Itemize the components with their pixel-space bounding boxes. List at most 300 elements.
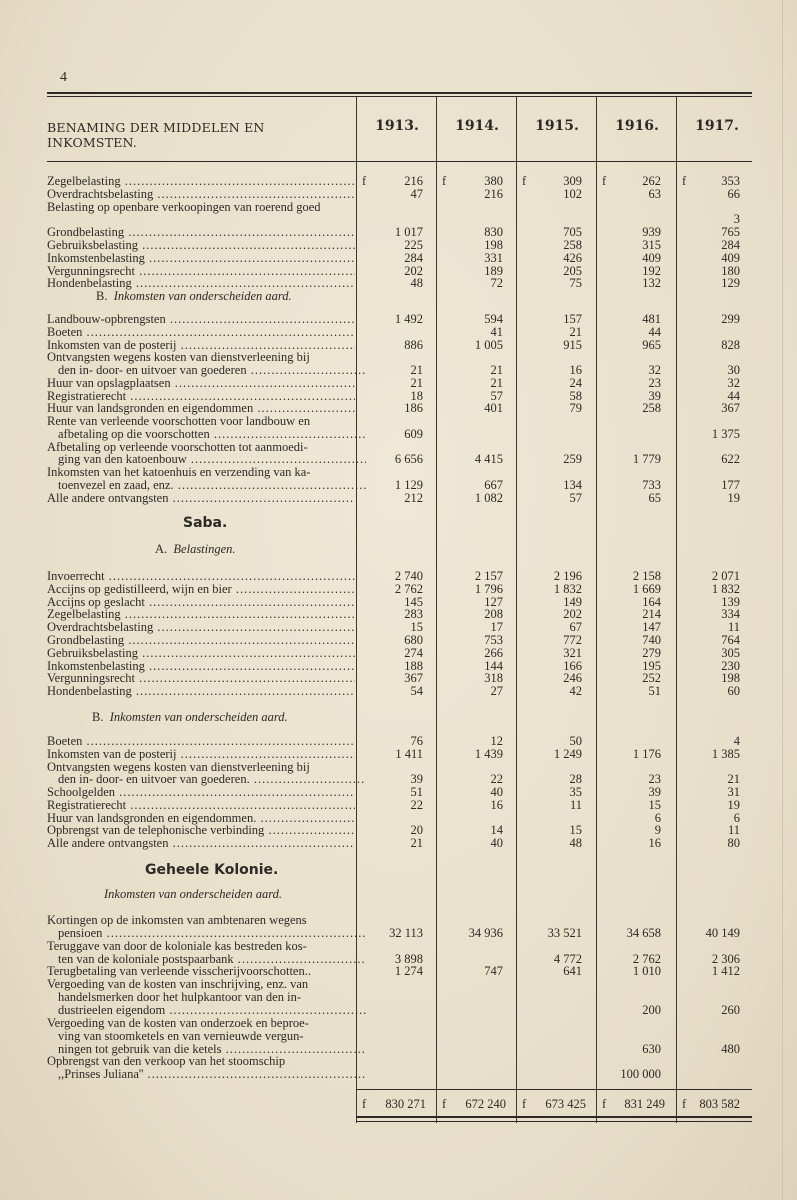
row-value: 230 (721, 658, 740, 673)
row-value: 828 (721, 337, 740, 352)
row-value: 35 (569, 785, 582, 799)
row-value: 266 (484, 645, 503, 660)
table-row (0, 252, 797, 265)
year-header: 1913. (375, 118, 419, 134)
row-label: ten van de koloniale postspaarbank ..... (58, 953, 366, 966)
row-label: Gebruiksbelasting ..... (47, 239, 355, 252)
row-value: 19 (727, 797, 740, 812)
row-value: 66 (727, 186, 740, 201)
row-value: 334 (721, 607, 740, 622)
row-value: 147 (642, 620, 661, 635)
row-label: ,,Prinses Juliana'' ..... (58, 1068, 366, 1081)
row-value: 76 (410, 734, 423, 748)
row-value: 1 669 (632, 581, 661, 596)
row-value: 2 157 (474, 569, 503, 583)
row-label: ging van den katoenbouw ..... (58, 453, 366, 466)
row-label: Kortingen op de inkomsten van ambtenaren wegens (47, 914, 307, 927)
row-label: Inkomstenbelasting ..... (47, 660, 355, 673)
row-value: 15 (648, 797, 661, 812)
table-row (0, 1068, 797, 1081)
row-label: Opbrengst van den verkoop van het stoomschip (47, 1055, 286, 1069)
row-value: 426 (563, 250, 582, 265)
row-value: 32 113 (389, 925, 423, 940)
total-rule-bottom-thick (356, 1116, 752, 1118)
row-value: 939 (642, 225, 661, 240)
table-row (0, 339, 797, 352)
table-row (0, 479, 797, 492)
row-value: 34 936 (468, 925, 503, 940)
table-row (0, 492, 797, 505)
row-value: 622 (721, 452, 740, 467)
table-row (0, 377, 797, 390)
row-label: Accijns op geslacht ..... (47, 596, 355, 609)
table-row (0, 226, 797, 239)
row-label: Opbrengst van de telephonische verbinding ..... (47, 824, 355, 837)
row-value: 41 (490, 324, 503, 339)
row-value: 214 (642, 607, 661, 622)
row-value: 149 (563, 594, 582, 609)
row-value: 102 (563, 186, 582, 201)
row-value: 202 (563, 607, 582, 622)
section-title: Inkomsten van onderscheiden aard. (113, 289, 292, 303)
row-label: Grondbelasting ..... (47, 226, 355, 239)
total-florin-sign: f (682, 1097, 687, 1111)
table-row (0, 1055, 797, 1068)
row-value: 21 (410, 836, 423, 850)
table-row (0, 428, 797, 441)
table-row (0, 364, 797, 377)
row-value: 1 375 (711, 426, 740, 441)
row-value: 80 (727, 836, 740, 850)
row-label: den in- door- en uitvoer van goederen. ..... (58, 773, 366, 786)
row-value: 16 (569, 363, 582, 377)
row-value: 315 (642, 238, 661, 252)
row-value: 1 832 (553, 581, 582, 596)
row-value: 28 (569, 772, 582, 787)
row-value: 2 740 (394, 569, 423, 583)
table-row (0, 596, 797, 609)
row-value: 40 (490, 836, 503, 850)
table-row (0, 326, 797, 339)
total-1916: 831 249 (624, 1097, 665, 1111)
row-label: ving van stoomketels en van vernieuwde vergun- (58, 1029, 304, 1043)
row-label: Huur van opslagplaatsen ..... (47, 377, 355, 390)
row-value: 164 (642, 594, 661, 609)
section-title: Inkomsten van onderscheiden aard. (104, 887, 282, 901)
row-value: 409 (721, 250, 740, 265)
row-value: 3 898 (394, 951, 423, 966)
row-value: 246 (563, 671, 582, 686)
row-value: 189 (484, 263, 503, 278)
table-row (0, 313, 797, 326)
row-value: 180 (721, 263, 740, 278)
total-1915: 673 425 (545, 1097, 586, 1111)
row-value: 22 (410, 797, 423, 812)
row-value: 6 656 (394, 452, 423, 467)
row-value: 641 (563, 964, 582, 979)
row-value: 9 (654, 823, 661, 838)
row-value: 1 411 (395, 746, 423, 761)
row-value: 72 (490, 276, 503, 291)
row-value: 733 (642, 477, 661, 492)
row-value: 48 (569, 836, 582, 850)
row-value: 2 762 (394, 581, 423, 596)
table-row (0, 773, 797, 786)
table-row (0, 799, 797, 812)
row-value: 1 129 (394, 477, 423, 492)
row-value: 1 779 (632, 452, 661, 467)
row-label: Terugbetaling van verleende visscherijvoorschotten.. (47, 965, 311, 979)
florin-sign: f (442, 174, 447, 188)
row-value: 21 (410, 363, 423, 377)
row-label: Overdrachtsbelasting ..... (47, 621, 355, 634)
row-value: 21 (490, 375, 503, 390)
row-value: 60 (727, 684, 740, 699)
row-value: 11 (727, 823, 740, 838)
saba-b-heading (92, 710, 288, 725)
row-label: Hondenbelasting ..... (47, 685, 355, 698)
row-value: 260 (721, 1002, 740, 1017)
row-value: 353 (721, 174, 740, 188)
row-label: Boeten ..... (47, 735, 355, 748)
row-value: 1 274 (394, 964, 423, 979)
year-header: 1916. (615, 118, 659, 134)
row-label: Inkomstenbelasting ..... (47, 252, 355, 265)
row-value: 367 (404, 671, 423, 686)
table-row (0, 453, 797, 466)
row-value: 145 (404, 594, 423, 609)
row-label: Inkomsten van het katoenhuis en verzending van ka- (47, 466, 311, 479)
row-value: 129 (721, 276, 740, 291)
row-value: 200 (642, 1002, 661, 1017)
row-value: 34 658 (626, 925, 661, 940)
total-florin-sign: f (362, 1097, 367, 1111)
row-value: 21 (410, 375, 423, 390)
row-label: den in- door- en uitvoer van goederen ..... (58, 364, 366, 377)
row-value: 284 (721, 238, 740, 252)
top-rule-thin (47, 96, 752, 97)
row-value: 16 (490, 797, 503, 812)
row-value: 480 (721, 1041, 740, 1056)
table-row (0, 1004, 797, 1017)
row-value: 2 158 (632, 569, 661, 583)
row-value: 39 (648, 785, 661, 799)
row-value: 23 (648, 772, 661, 787)
row-value: 58 (569, 388, 582, 403)
row-value: 39 (648, 388, 661, 403)
table-row (0, 634, 797, 647)
table-row (0, 1030, 797, 1043)
section-letter: B. (96, 289, 108, 303)
row-value: 747 (484, 964, 503, 979)
row-value: 192 (642, 263, 661, 278)
row-value: 1 439 (474, 746, 503, 761)
row-label: Inkomsten van de posterij ..... (47, 339, 355, 352)
row-value: 20 (410, 823, 423, 838)
row-value: 380 (484, 174, 503, 188)
row-value: 48 (410, 276, 423, 291)
row-value: 12 (490, 734, 503, 748)
row-value: 2 306 (711, 951, 740, 966)
row-value: 144 (484, 658, 503, 673)
section-title: Belastingen. (173, 542, 236, 556)
table-row (0, 685, 797, 698)
row-value: 17 (490, 620, 503, 635)
row-label: afbetaling op die voorschotten ..... (58, 428, 366, 441)
table-row (0, 837, 797, 850)
year-header: 1915. (535, 118, 579, 134)
total-rule-top (356, 1089, 752, 1090)
row-value: 139 (721, 594, 740, 609)
row-value: 1 005 (474, 337, 503, 352)
row-value: 202 (404, 263, 423, 278)
table-row (0, 201, 797, 214)
table-row (0, 188, 797, 201)
section-letter: A. (155, 542, 168, 556)
row-value: 772 (563, 633, 582, 647)
row-value: 67 (569, 620, 582, 635)
row-value: 50 (569, 734, 582, 748)
row-value: 57 (569, 490, 582, 505)
row-value: 11 (727, 620, 740, 635)
row-value: 4 772 (553, 951, 582, 966)
row-value: 166 (563, 658, 582, 673)
row-label: Rente van verleende voorschotten voor landbouw en (47, 415, 311, 428)
row-label: Grondbelasting ..... (47, 634, 355, 647)
row-value: 2 196 (553, 569, 582, 583)
row-value: 23 (648, 375, 661, 390)
row-value: 2 762 (632, 951, 661, 966)
row-value: 367 (721, 401, 740, 416)
row-value: 305 (721, 645, 740, 660)
florin-sign: f (522, 174, 527, 188)
row-value: 30 (727, 363, 740, 377)
row-value: 6 (733, 810, 740, 825)
row-value: 208 (484, 607, 503, 622)
row-value: 2 071 (711, 569, 740, 583)
row-value: 309 (563, 174, 582, 188)
row-value: 27 (490, 684, 503, 699)
row-value: 258 (563, 238, 582, 252)
row-value: 705 (563, 225, 582, 240)
row-value: 216 (404, 174, 423, 188)
florin-sign: f (362, 174, 367, 188)
table-row (0, 824, 797, 837)
row-value: 283 (404, 607, 423, 622)
row-value: 63 (648, 186, 661, 201)
table-row (0, 1043, 797, 1056)
row-value: 33 521 (547, 925, 582, 940)
row-value: 42 (569, 684, 582, 699)
row-label: Invoerrecht ..... (47, 570, 355, 583)
row-value: 212 (404, 490, 423, 505)
row-value: 680 (404, 633, 423, 647)
table-row (0, 991, 797, 1004)
florin-sign: f (682, 174, 687, 188)
row-label: ningen tot gebruik van die ketels ..... (58, 1043, 366, 1056)
row-value: 44 (727, 388, 740, 403)
row-value: 1 832 (711, 581, 740, 596)
row-label: dustrieelen eigendom ..... (58, 1004, 366, 1017)
row-value: 252 (642, 671, 661, 686)
row-label: Boeten ..... (47, 326, 355, 339)
row-label: Inkomsten van de posterij ..... (47, 748, 355, 761)
row-value: 100 000 (620, 1067, 661, 1082)
row-label: Registratierecht ..... (47, 799, 355, 812)
table-row (0, 940, 797, 953)
table-row (0, 608, 797, 621)
row-value: 157 (563, 312, 582, 326)
row-value: 39 (410, 772, 423, 787)
row-value: 79 (569, 401, 582, 416)
row-label: handelsmerken door het hulpkantoor van den in- (58, 991, 301, 1005)
row-value: 279 (642, 645, 661, 660)
row-label: Ontvangsten wegens kosten van dienstverleening bij (47, 351, 310, 365)
row-value: 740 (642, 633, 661, 647)
row-value: 21 (569, 324, 582, 339)
kolonie-heading: Geheele Kolonie. (145, 862, 279, 878)
total-1917: 803 582 (699, 1097, 740, 1111)
row-value: 886 (404, 337, 423, 352)
row-value: 594 (484, 312, 503, 326)
kolonie-subtitle (104, 887, 282, 902)
table-row (0, 672, 797, 685)
row-value: 3 (733, 212, 740, 227)
row-value: 609 (404, 426, 423, 441)
row-label: Vergoeding van de kosten van onderzoek en beproe- (47, 1016, 309, 1030)
row-value: 198 (484, 238, 503, 252)
row-value: 18 (410, 388, 423, 403)
table-row (0, 175, 797, 188)
row-label: pensioen ..... (58, 927, 366, 940)
row-value: 1 082 (474, 490, 503, 505)
row-value: 51 (648, 684, 661, 699)
row-value: 24 (569, 375, 582, 390)
row-value: 259 (563, 452, 582, 467)
total-florin-sign: f (522, 1097, 527, 1111)
table-row (0, 927, 797, 940)
year-header: 1917. (695, 118, 739, 134)
row-value: 21 (490, 363, 503, 377)
row-value: 40 149 (705, 925, 740, 940)
row-value: 6 (654, 810, 661, 825)
row-label: Zegelbelasting ..... (47, 175, 355, 188)
saba-heading: Saba. (183, 515, 228, 531)
table-row (0, 239, 797, 252)
row-value: 65 (648, 490, 661, 505)
row-label: Schoolgelden ..... (47, 786, 355, 799)
row-value: 318 (484, 671, 503, 686)
row-label: Alle andere ontvangsten ..... (47, 837, 355, 850)
row-value: 258 (642, 401, 661, 416)
row-value: 1 017 (394, 225, 423, 240)
row-value: 4 415 (474, 452, 503, 467)
total-1914: 672 240 (465, 1097, 506, 1111)
table-header-label: BENAMING DER MIDDELEN EN INKOMSTEN. (47, 120, 265, 150)
row-value: 667 (484, 477, 503, 492)
row-value: 75 (569, 276, 582, 291)
table-row (0, 1017, 797, 1030)
row-value: 186 (404, 401, 423, 416)
row-label: Vergunningsrecht ..... (47, 672, 355, 685)
row-value: 127 (484, 594, 503, 609)
row-value: 16 (648, 836, 661, 850)
row-value: 915 (563, 337, 582, 352)
row-value: 284 (404, 250, 423, 265)
row-value: 132 (642, 276, 661, 291)
row-label: toenvezel en zaad, enz. ..... (58, 479, 366, 492)
total-rule-bottom-thin (356, 1121, 752, 1122)
row-value: 409 (642, 250, 661, 265)
year-header: 1914. (455, 118, 499, 134)
row-label: Ontvangsten wegens kosten van dienstverleening bij (47, 760, 310, 774)
table-row (0, 583, 797, 596)
row-value: 19 (727, 490, 740, 505)
table-row (0, 978, 797, 991)
row-value: 1 385 (711, 746, 740, 761)
row-value: 321 (563, 645, 582, 660)
table-row (0, 415, 797, 428)
row-value: 4 (733, 734, 740, 748)
table-row (0, 390, 797, 403)
row-value: 1 412 (711, 964, 740, 979)
row-value: 401 (484, 401, 503, 416)
row-label: Zegelbelasting ..... (47, 608, 355, 621)
row-label: Huur van landsgronden en eigendommen. ..... (47, 812, 355, 825)
row-value: 274 (404, 645, 423, 660)
row-value: 481 (642, 312, 661, 326)
row-value: 14 (490, 823, 503, 838)
section-title: Inkomsten van onderscheiden aard. (109, 710, 288, 724)
row-value: 262 (642, 174, 661, 188)
page-number: 4 (60, 70, 67, 85)
saba-a-heading (155, 542, 236, 557)
row-label: Landbouw-opbrengsten ..... (47, 313, 355, 326)
row-label: Gebruiksbelasting ..... (47, 647, 355, 660)
row-value: 1 176 (632, 746, 661, 761)
table-row (0, 351, 797, 364)
row-value: 188 (404, 658, 423, 673)
row-value: 51 (410, 785, 423, 799)
row-value: 44 (648, 324, 661, 339)
row-value: 225 (404, 238, 423, 252)
row-value: 57 (490, 388, 503, 403)
row-label: Belasting op openbare verkoopingen van roerend goed (47, 200, 321, 214)
row-label: Registratierecht ..... (47, 390, 355, 403)
row-label: Vergoeding van de kosten van inschrijving, enz. van (47, 978, 309, 992)
table-row (0, 965, 797, 978)
row-value: 40 (490, 785, 503, 799)
row-value: 753 (484, 633, 503, 647)
top-rule-thick (47, 92, 752, 94)
total-florin-sign: f (442, 1097, 447, 1111)
row-value: 965 (642, 337, 661, 352)
table-row (0, 402, 797, 415)
row-value: 764 (721, 633, 740, 647)
row-value: 22 (490, 772, 503, 787)
row-label: Accijns op gedistilleerd, wijn en bier ..... (47, 583, 355, 596)
row-value: 205 (563, 263, 582, 278)
table-row (0, 761, 797, 774)
row-label: Overdrachtsbelasting ..... (47, 188, 355, 201)
table-row (0, 812, 797, 825)
row-value: 1 796 (474, 581, 503, 596)
section-letter: B. (92, 710, 104, 724)
row-label: Teruggave van door de koloniale kas bestreden kos- (47, 939, 307, 953)
table-row (0, 265, 797, 278)
row-label: Alle andere ontvangsten ..... (47, 492, 355, 505)
total-florin-sign: f (602, 1097, 607, 1111)
